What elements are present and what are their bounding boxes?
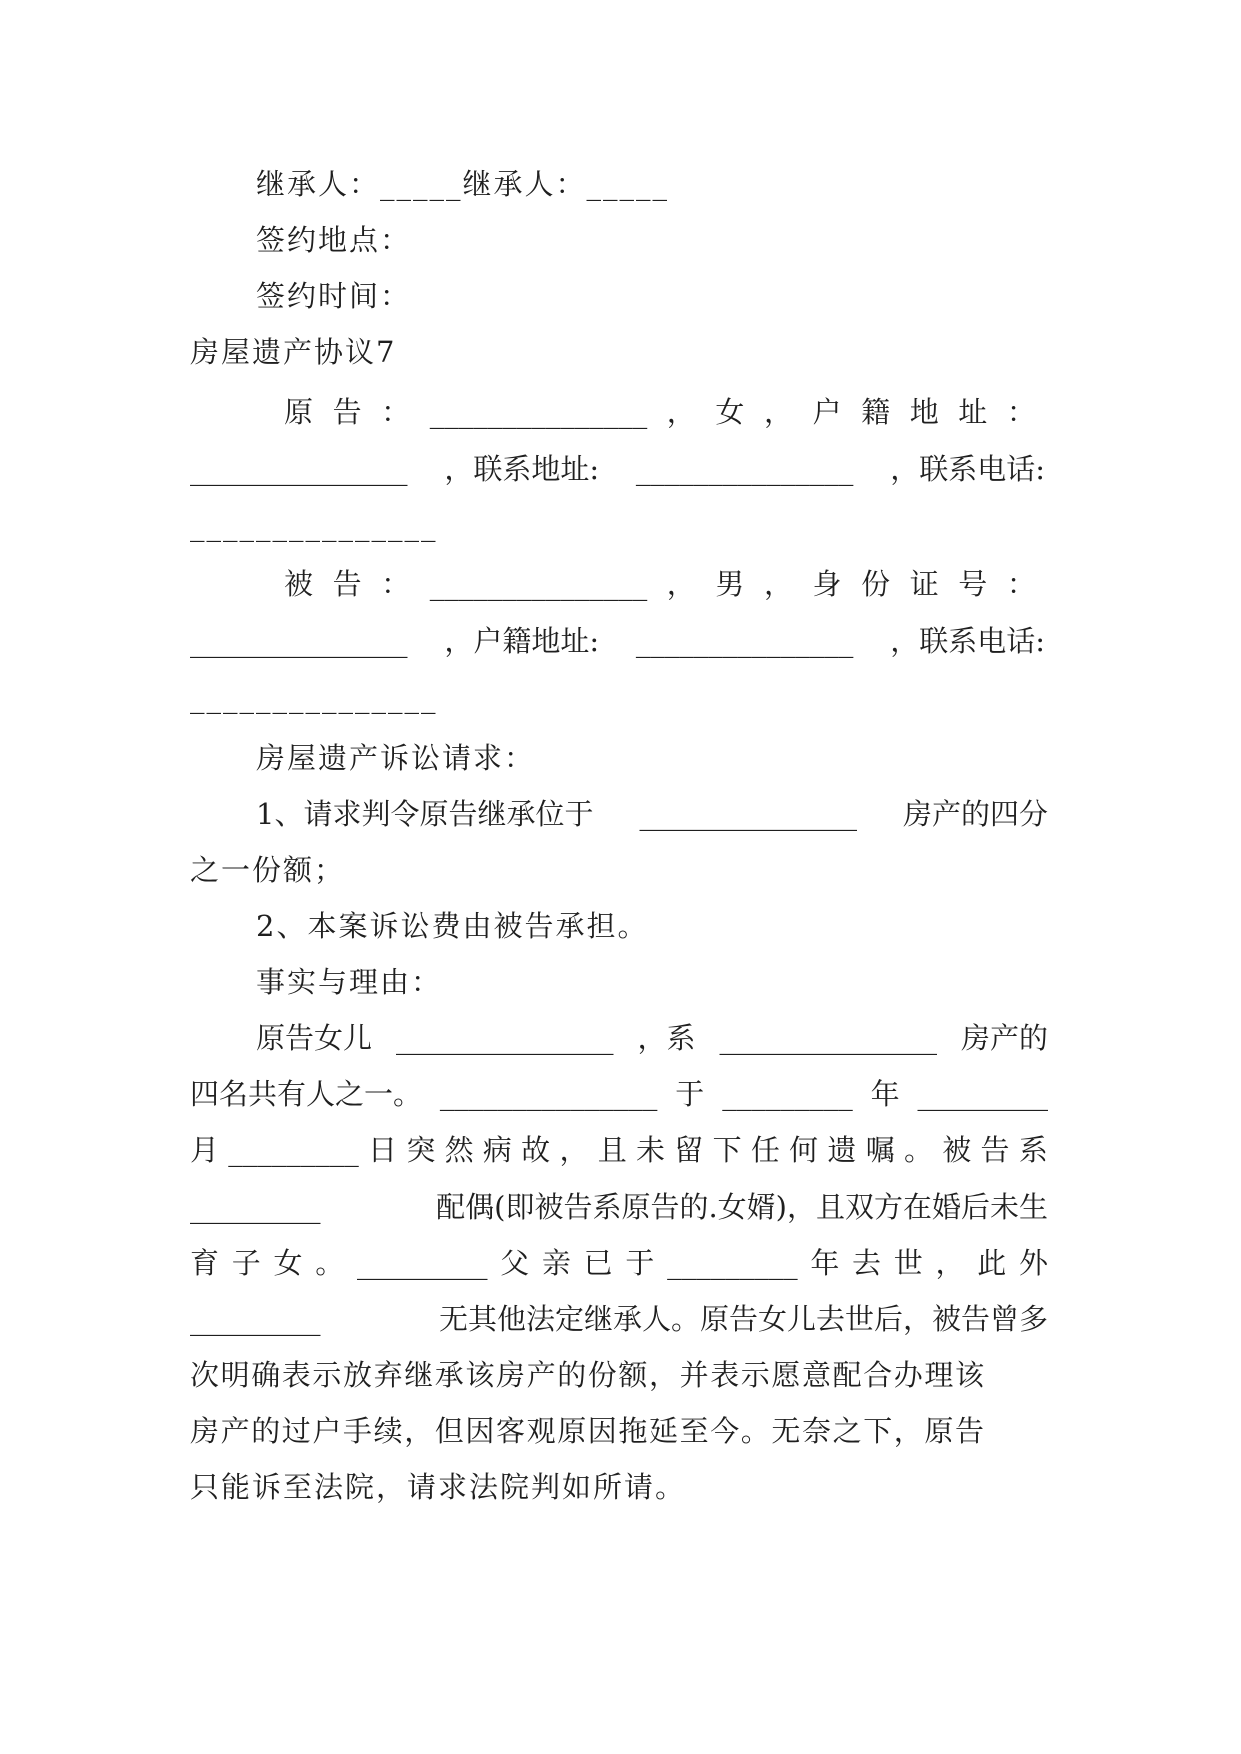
facts-line-7: 次明确表示放弃继承该房产的份额，并表示愿意配合办理该 <box>190 1358 986 1392</box>
claim-1-line: 1、请求判令原告继承位于 _______________ 房产的四分 <box>256 797 1048 831</box>
facts-line-8: 房产的过户手续，但因客观原因拖延至今。无奈之下，原告 <box>190 1414 986 1448</box>
facts-heading: 事实与理由： <box>256 965 443 999</box>
section-title: 房屋遗产协议7 <box>190 335 397 369</box>
facts-line-6: _________ 无其他法定继承人。原告女儿去世后，被告曾多 <box>190 1302 1048 1336</box>
facts-line-1: 原告女儿 _______________ ，系 _______________ 房产的 <box>256 1021 1048 1055</box>
defendant-line: 被 告 ： _______________ ， 男 ， 身 份 证 号 ： <box>284 567 1036 601</box>
claim-2-line: 2、本案诉讼费由被告承担。 <box>256 909 649 943</box>
plaintiff-contact-line: _______________ ，联系地址: _______________ ，联系电话: <box>190 452 1045 486</box>
plaintiff-line: 原 告 ： _______________ ， 女 ， 户 籍 地 址 ： <box>284 395 1036 429</box>
facts-line-5: 育 子 女 。 _________ 父 亲 已 于 _________ 年 去 世 ， 此 外 <box>190 1246 1048 1280</box>
facts-line-4: _________ 配偶(即被告系原告的.女婿)，且双方在婚后未生 <box>190 1190 1048 1224</box>
signing-time-line: 签约时间： <box>256 279 412 313</box>
plaintiff-phone-blank: _______________ <box>190 508 438 542</box>
facts-line-9: 只能诉至法院，请求法院判如所请。 <box>190 1470 687 1504</box>
facts-line-3: 月 _________ 日 突 然 病 故 ， 且 未 留 下 任 何 遗 嘱 。 被 告 系 <box>190 1133 1048 1167</box>
facts-line-2: 四名共有人之一。 _______________ 于 _________ 年 _________ <box>190 1077 1048 1111</box>
claim-1-cont: 之一份额； <box>190 853 346 887</box>
defendant-phone-blank: _______________ <box>190 680 438 714</box>
defendant-contact-line: _______________ ，户籍地址: _______________ ，联系电话: <box>190 624 1045 658</box>
heirs-line: 继承人：_____继承人：_____ <box>256 167 670 201</box>
signing-place-line: 签约地点： <box>256 223 412 257</box>
claims-heading: 房屋遗产诉讼请求： <box>256 741 536 775</box>
